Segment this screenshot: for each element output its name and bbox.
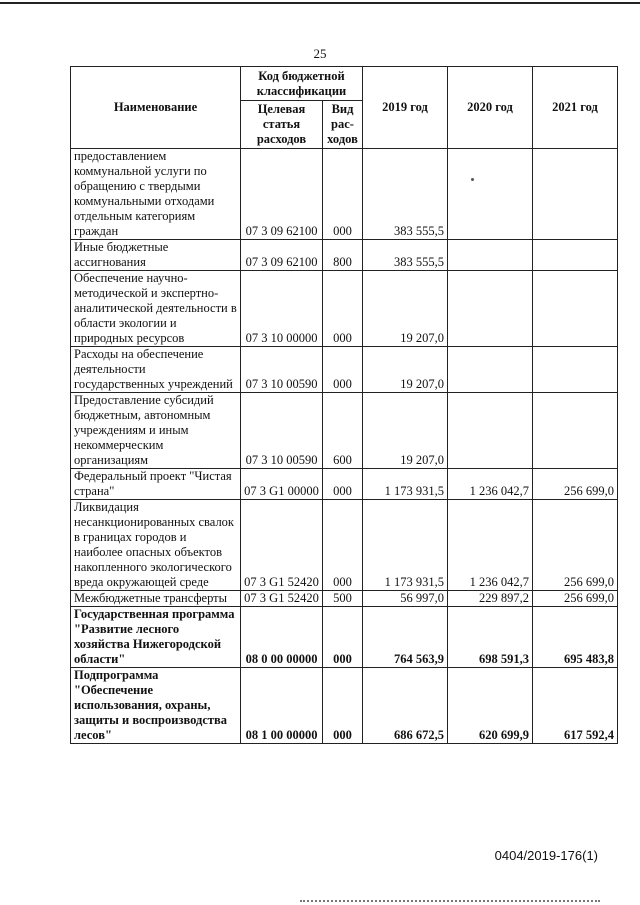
table-row [71,347,618,393]
table-row [71,271,618,347]
table-row [71,607,618,668]
table-row [71,500,618,591]
header-expense-kind: Вид рас-ходов [323,101,363,149]
row-value-2019: 383 555,5 [363,149,448,240]
row-target-article: 07 3 G1 00000 [241,469,323,500]
row-value-2019: 19 207,0 [363,393,448,469]
row-target-article: 07 3 09 62100 [241,240,323,271]
row-value-2021: 256 699,0 [533,500,618,591]
row-name: Подпрограмма "Обеспечение использования, охраны, защиты и воспроизводства лесов" [71,668,241,744]
row-value-2020: 1 236 042,7 [448,500,533,591]
row-value-2020: 698 591,3 [448,607,533,668]
row-value-2020 [448,347,533,393]
row-value-2019: 1 173 931,5 [363,469,448,500]
header-2019: 2019 год [363,67,448,149]
row-expense-kind: 000 [323,271,363,347]
document-code: 0404/2019-176(1) [494,848,598,863]
row-expense-kind: 000 [323,347,363,393]
row-value-2019: 56 997,0 [363,591,448,607]
row-value-2020: 1 236 042,7 [448,469,533,500]
row-value-2019: 19 207,0 [363,347,448,393]
row-expense-kind: 000 [323,149,363,240]
row-value-2021 [533,271,618,347]
row-value-2019: 764 563,9 [363,607,448,668]
row-value-2019: 19 207,0 [363,271,448,347]
row-value-2019: 686 672,5 [363,668,448,744]
row-value-2021: 695 483,8 [533,607,618,668]
row-name: Обеспечение научно-методической и экспертно-аналитической деятельности в области экологии и природных ресурсов [71,271,241,347]
header-name: Наименование [71,67,241,149]
row-name: предоставлением коммунальной услуги по обращению с твердыми коммунальными отходами отдельным категориям граждан [71,149,241,240]
table-row [71,668,618,744]
row-name: Предоставление субсидий бюджетным, автономным учреждениям и иным некоммерческим организациям [71,393,241,469]
table-row [71,591,618,607]
row-target-article: 07 3 G1 52420 [241,500,323,591]
row-expense-kind: 800 [323,240,363,271]
row-name: Межбюджетные трансферты [71,591,241,607]
row-expense-kind: 600 [323,393,363,469]
row-value-2020 [448,271,533,347]
row-value-2021: 256 699,0 [533,591,618,607]
row-target-article: 07 3 10 00000 [241,271,323,347]
row-expense-kind: 000 [323,469,363,500]
row-value-2021 [533,393,618,469]
page-number: 25 [313,46,327,61]
header-target-article: Целевая статья расходов [241,101,323,149]
row-target-article: 07 3 G1 52420 [241,591,323,607]
row-value-2020 [448,393,533,469]
row-value-2021: 256 699,0 [533,469,618,500]
table-row [71,393,618,469]
row-value-2021 [533,149,618,240]
row-value-2019: 383 555,5 [363,240,448,271]
row-value-2020: 620 699,9 [448,668,533,744]
row-value-2021 [533,240,618,271]
row-expense-kind: 000 [323,607,363,668]
row-expense-kind: 500 [323,591,363,607]
row-value-2020 [448,149,533,240]
row-expense-kind: 000 [323,668,363,744]
table-row [71,240,618,271]
row-target-article: 07 3 09 62100 [241,149,323,240]
table-row [71,469,618,500]
row-value-2020: 229 897,2 [448,591,533,607]
header-2020: 2020 год [448,67,533,149]
table-row [71,149,618,240]
row-target-article: 07 3 10 00590 [241,347,323,393]
row-name: Ликвидация несанкционированных свалок в границах городов и наиболее опасных объектов накопленного экологического вреда окружающей среде [71,500,241,591]
row-target-article: 08 1 00 00000 [241,668,323,744]
header-budget-code: Код бюджетной классификации [241,67,363,101]
table-body [71,149,618,744]
row-name: Государственная программа "Развитие лесного хозяйства Нижегородской области" [71,607,241,668]
row-value-2021: 617 592,4 [533,668,618,744]
row-value-2021 [533,347,618,393]
row-value-2020 [448,240,533,271]
row-value-2019: 1 173 931,5 [363,500,448,591]
bottom-edge-marks [300,900,600,902]
row-target-article: 08 0 00 00000 [241,607,323,668]
table-header [71,67,618,149]
row-name: Расходы на обеспечение деятельности государственных учреждений [71,347,241,393]
row-expense-kind: 000 [323,500,363,591]
header-2021: 2021 год [533,67,618,149]
row-target-article: 07 3 10 00590 [241,393,323,469]
top-border-line [0,2,640,4]
row-name: Федеральный проект "Чистая страна" [71,469,241,500]
budget-table [70,66,618,744]
row-name: Иные бюджетные ассигнования [71,240,241,271]
speck-mark [471,178,474,181]
